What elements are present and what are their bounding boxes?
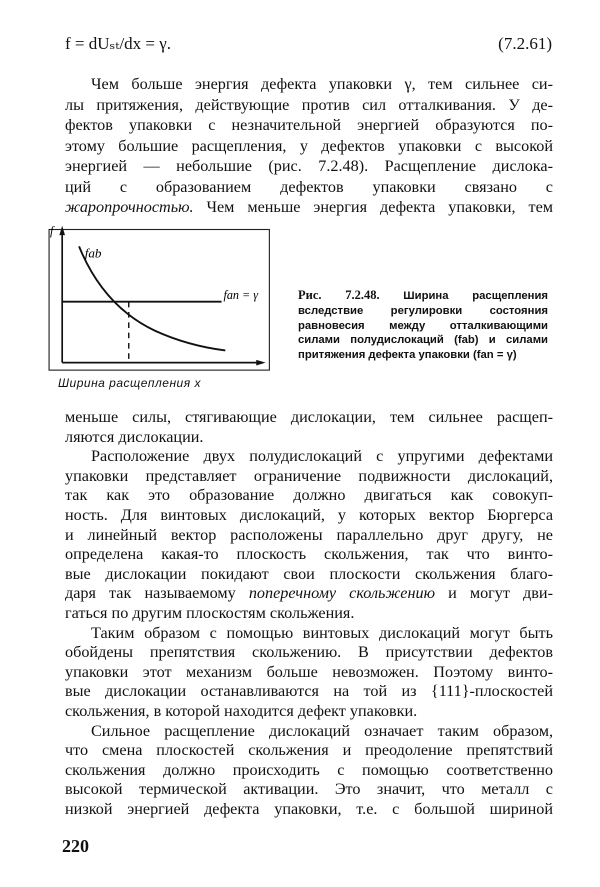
text-line — [65, 682, 553, 702]
text-line — [65, 643, 553, 663]
text-segment: Расположение двух полудислокаций с упругими дефектами — [91, 447, 553, 466]
text-line — [65, 545, 553, 565]
figure-caption — [298, 288, 548, 363]
text-line — [65, 624, 553, 644]
text-line — [65, 722, 553, 742]
page-number: 220 — [62, 836, 89, 856]
figure-graph — [30, 222, 280, 372]
text-segment: даря так называемому — [65, 584, 249, 603]
text-line — [65, 663, 553, 683]
text-line — [65, 177, 553, 198]
text-segment: что смена плоскостей скольжения и преодоление препятствий — [65, 741, 553, 760]
text-segment: Чем меньше энергия дефекта упаковки, тем — [193, 198, 553, 216]
x-axis-label: Ширина расщепления x — [58, 376, 201, 390]
text-line — [65, 136, 553, 157]
text-line — [65, 741, 553, 761]
text-line — [65, 506, 553, 526]
text-segment: фектов упаковки с незначительной энергией образуются по- — [65, 116, 553, 134]
text-segment: Чем больше энергия дефекта упаковки γ, тем сильнее си- — [91, 75, 553, 93]
text-line — [65, 584, 553, 604]
text-line — [65, 761, 553, 781]
equation-number: (7.2.61) — [498, 34, 552, 53]
text-line — [65, 447, 553, 467]
y-axis-label: f — [50, 224, 54, 239]
text-segment: ций с образованием дефектов упаковки связано с — [65, 177, 553, 196]
paragraph-1 — [65, 74, 553, 218]
text-line — [65, 800, 553, 820]
text-line — [65, 486, 553, 506]
text-segment: упаковки представляет ограничение подвижности дислокаций, — [65, 466, 553, 485]
text-segment: ляются дислокации. — [65, 427, 204, 446]
text-segment: этому большие расщепления, у дефектов упаковки с высокой — [65, 136, 553, 155]
caption-label: Рис. 7.2.48. — [298, 288, 380, 302]
text-segment: и линейный вектор расположены параллельно друг другу, не — [65, 525, 553, 544]
text-line — [65, 408, 553, 428]
line-label: fan = γ — [223, 287, 259, 302]
text-segment: вые дислокации останавливаются на той из {111}-плоскостей — [65, 682, 553, 701]
text-segment: высокой термической активации. Это значит, что металл с — [65, 780, 553, 799]
text-line — [65, 74, 553, 95]
text-segment: упаковки этот механизм больше невозможен. Поэтому винто- — [65, 662, 553, 681]
emphasized-term: поперечному скольжению — [248, 584, 435, 603]
x-axis-arrow — [256, 360, 265, 366]
text-segment: Таким образом с помощью винтовых дислокаций могут быть — [91, 623, 553, 642]
text-line — [65, 428, 553, 448]
caption-text: Ширина расщепления вследствие регулировки состояния равновесия между отталкивающими силами полудислокаций (fab) и силами притяжения дефекта упаковки (fan = γ) — [298, 290, 548, 362]
text-segment: вые дислокации покидают свои плоскости скольжения благо- — [65, 564, 553, 583]
text-segment: меньше силы, стягивающие дислокации, тем сильнее расщеп- — [65, 408, 553, 426]
text-segment: Сильное расщепление дислокаций означает таким образом, — [91, 721, 553, 740]
text-segment: скольжения должно происходить с помощью соответственно — [65, 760, 553, 779]
text-segment: скольжения, в которой находится дефект упаковки. — [65, 701, 418, 720]
paragraph-2 — [65, 408, 553, 819]
text-segment: и могут дви- — [435, 584, 553, 603]
text-line — [65, 95, 553, 116]
text-line — [65, 702, 553, 722]
text-line — [65, 115, 553, 136]
text-line — [65, 156, 553, 177]
text-line — [65, 780, 553, 800]
text-segment: гаться по другим плоскостям скольжения. — [65, 603, 355, 622]
text-segment: энергией — небольшие (рис. 7.2.48). Расщепление дислока- — [65, 157, 553, 175]
text-segment: лы притяжения, действующие против сил отталкивания. У де- — [65, 95, 553, 114]
curve-label: fab — [84, 245, 102, 261]
text-line — [65, 565, 553, 585]
text-segment: ность. Для винтовых дислокаций, у которых вектор Бюргерса — [65, 505, 553, 524]
text-segment: так как это образование должно двигаться как совокуп- — [65, 486, 553, 505]
emphasized-term: жаропрочностью. — [65, 198, 194, 216]
y-axis-arrow — [59, 226, 65, 235]
text-segment: определена какая-то плоскость скольжения, так что винто- — [65, 545, 553, 564]
text-segment: обойдены препятствия скольжению. В присутствии дефектов — [65, 643, 553, 662]
text-line — [65, 197, 553, 218]
text-line — [65, 467, 553, 487]
text-segment: низкой энергией дефекта упаковки, т.е. с большой шириной — [65, 799, 553, 818]
equation: f = dUₛₜ/dx = γ. — [65, 34, 172, 53]
text-line — [65, 604, 553, 624]
text-line — [65, 526, 553, 546]
fab-curve — [79, 246, 225, 350]
